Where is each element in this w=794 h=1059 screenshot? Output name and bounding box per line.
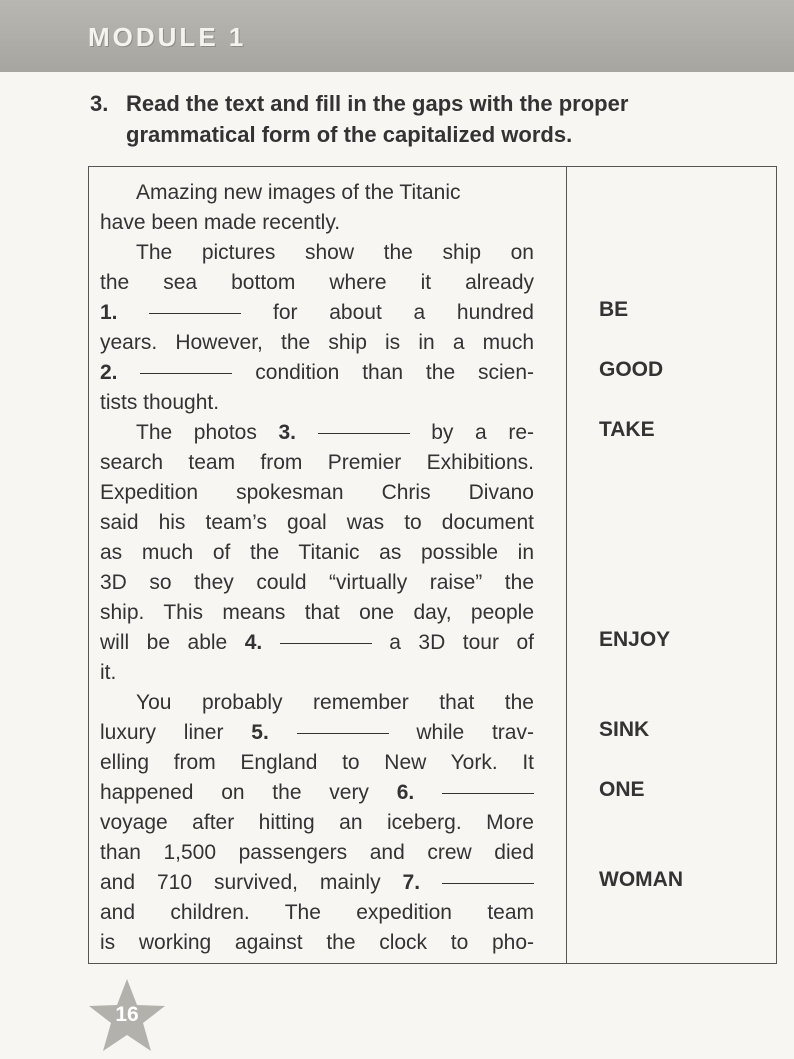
text-line: elling from England to New York. It <box>100 751 534 774</box>
gap-blank-7[interactable] <box>442 882 534 884</box>
text-line: have been made recently. <box>100 211 341 234</box>
text-line: Amazing new images of the Titanic <box>136 181 461 204</box>
gap-line-3 <box>100 418 534 448</box>
text-line: the sea bottom where it already <box>100 271 534 294</box>
capitalized-word: GOOD <box>599 358 664 381</box>
text-line: tists thought. <box>100 391 220 414</box>
text-line: as much of the Titanic as possible in <box>100 541 534 564</box>
text-line: The pictures show the ship on <box>136 241 534 264</box>
task-line-1: Read the text and fill in the gaps with the proper <box>126 91 629 116</box>
capitalized-word: BE <box>599 298 629 321</box>
task-line-2: grammatical form of the capitalized words. <box>126 122 573 147</box>
text-line: Expedition spokesman Chris Divano <box>100 481 534 504</box>
gap-blank-4[interactable] <box>280 642 372 644</box>
capitalized-word: TAKE <box>599 418 655 441</box>
text-fragment: condition than the scien- <box>255 361 534 384</box>
capitalized-word: ENJOY <box>599 628 671 651</box>
text-line: is working against the clock to pho- <box>100 931 534 954</box>
text-fragment: will be able <box>100 631 228 654</box>
gap-blank-3[interactable] <box>318 432 410 434</box>
text-line: years. However, the ship is in a much <box>100 331 534 354</box>
module-title: MODULE 1 <box>88 22 247 52</box>
task-number: 3. <box>90 91 109 116</box>
text-fragment: luxury liner <box>100 721 224 744</box>
text-line: said his team’s goal was to document <box>100 511 534 534</box>
gap-line-5 <box>100 718 534 748</box>
gap-line-6 <box>100 778 534 808</box>
gap-number: 2. <box>100 361 118 384</box>
text-fragment: while trav- <box>416 721 534 744</box>
gap-number: 1. <box>100 301 118 324</box>
text-fragment: for about a hundred <box>272 301 534 324</box>
exercise-table <box>88 166 777 964</box>
column-divider <box>566 167 567 963</box>
text-line: search team from Premier Exhibitions. <box>100 451 534 474</box>
gap-number: 6. <box>396 781 415 804</box>
module-banner <box>0 0 794 72</box>
text-fragment: happened on the very <box>100 781 369 804</box>
gap-blank-5[interactable] <box>297 732 389 734</box>
gap-line-4 <box>100 628 534 658</box>
text-line: than 1,500 passengers and crew died <box>100 841 534 864</box>
gap-blank-1[interactable] <box>149 312 241 314</box>
text-fragment: The photos <box>136 421 257 444</box>
text-column <box>100 178 534 958</box>
gap-number: 4. <box>244 631 263 654</box>
text-line: 3D so they could “virtually raise” the <box>100 571 534 594</box>
text-line: it. <box>100 661 117 684</box>
text-fragment: by a re- <box>431 421 535 444</box>
text-line: voyage after hitting an iceberg. More <box>100 811 534 834</box>
text-line: and children. The expedition team <box>100 901 534 924</box>
page-number: 16 <box>115 1003 139 1026</box>
gap-blank-6[interactable] <box>442 792 534 794</box>
gap-line-2 <box>100 358 534 388</box>
capitalized-word: SINK <box>599 718 650 741</box>
gap-blank-2[interactable] <box>140 372 232 374</box>
capitalized-word: ONE <box>599 778 645 801</box>
text-fragment: a 3D tour of <box>389 631 534 654</box>
text-line: You probably remember that the <box>136 691 534 714</box>
gap-number: 5. <box>251 721 269 744</box>
text-fragment: and 710 survived, mainly <box>100 871 381 894</box>
task-instruction <box>90 88 790 150</box>
gap-number: 3. <box>278 421 296 444</box>
gap-line-1 <box>100 298 534 328</box>
capitalized-word: WOMAN <box>599 868 683 891</box>
gap-number: 7. <box>402 871 421 894</box>
gap-line-7 <box>100 868 534 898</box>
text-line: ship. This means that one day, people <box>100 601 534 624</box>
